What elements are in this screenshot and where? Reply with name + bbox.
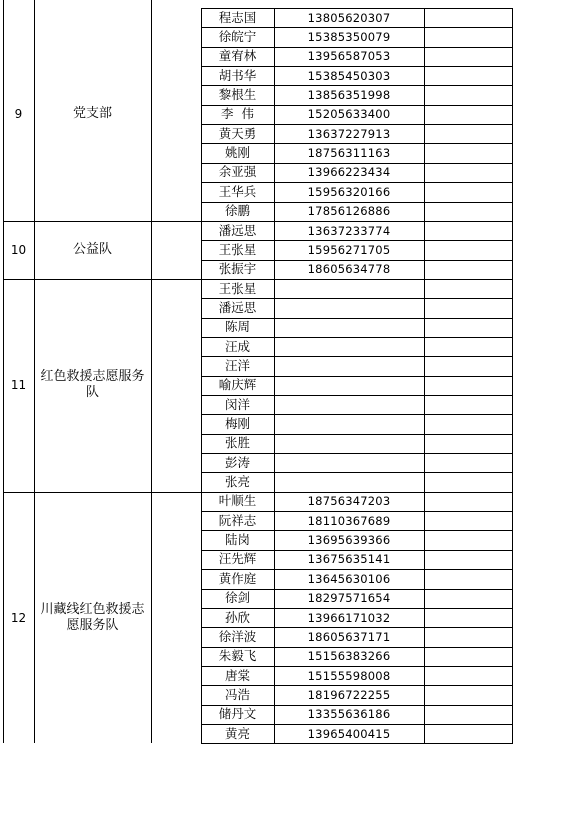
member-note (424, 337, 512, 356)
member-phone: 17856126886 (307, 204, 391, 219)
member-name: 余亚强 (218, 164, 257, 180)
member-name: 闵洋 (224, 396, 250, 412)
member-phone: 13637227913 (307, 126, 391, 141)
member-name: 梅刚 (224, 416, 250, 432)
member-note (424, 414, 512, 433)
member-name: 胡书华 (218, 67, 257, 83)
member-note (424, 105, 512, 124)
member-note (424, 376, 512, 395)
row-index: 12 (10, 610, 27, 625)
member-name: 张亮 (224, 474, 250, 490)
member-note (424, 705, 512, 724)
member-phone: 13966223434 (307, 165, 391, 180)
member-note (424, 240, 512, 259)
member-note (424, 434, 512, 453)
member-name: 冯浩 (224, 686, 250, 702)
member-phone (274, 472, 424, 491)
member-name: 徐洋波 (218, 628, 257, 644)
member-phone (274, 453, 424, 472)
member-name: 姚刚 (224, 145, 250, 161)
member-name: 储丹文 (218, 706, 257, 722)
grid-vline (34, 0, 35, 743)
member-name: 张振宇 (218, 261, 257, 277)
member-phone (274, 298, 424, 317)
member-phone: 13805620307 (307, 10, 391, 25)
member-note (424, 202, 512, 221)
row-index: 10 (10, 242, 27, 257)
member-phone (274, 395, 424, 414)
member-phone: 15156383266 (307, 649, 391, 664)
member-phone: 18196722255 (307, 687, 391, 702)
member-note (424, 627, 512, 646)
member-phone (274, 337, 424, 356)
member-phone: 18297571654 (307, 591, 391, 606)
team-name: 川藏线红色救援志愿服务队 (40, 601, 145, 633)
member-name: 喻庆辉 (218, 377, 257, 393)
member-note (424, 221, 512, 240)
member-name: 汪成 (224, 338, 250, 354)
member-note (424, 27, 512, 46)
member-note (424, 589, 512, 608)
member-name: 潘远思 (218, 222, 257, 238)
member-name: 童宥林 (218, 48, 257, 64)
member-phone: 15155598008 (307, 668, 391, 683)
member-note (424, 550, 512, 569)
member-phone: 18756311163 (307, 146, 391, 161)
member-name: 李 伟 (221, 106, 254, 122)
member-phone: 15956320166 (307, 184, 391, 199)
member-note (424, 279, 512, 298)
member-phone: 13355636186 (307, 707, 391, 722)
member-phone (274, 279, 424, 298)
member-note (424, 685, 512, 704)
member-name: 彭涛 (224, 454, 250, 470)
member-name: 陆岗 (224, 532, 250, 548)
member-note (424, 569, 512, 588)
member-name: 朱毅飞 (218, 648, 257, 664)
row-index: 9 (14, 107, 23, 122)
member-phone: 15385450303 (307, 68, 391, 83)
member-note (424, 511, 512, 530)
member-note (424, 66, 512, 85)
row-index: 11 (10, 378, 27, 393)
member-note (424, 472, 512, 491)
member-name: 孙欣 (224, 609, 250, 625)
member-phone (274, 414, 424, 433)
member-phone: 13645630106 (307, 571, 391, 586)
member-phone: 18110367689 (307, 513, 391, 528)
member-note (424, 260, 512, 279)
member-phone: 13966171032 (307, 610, 391, 625)
grid-vline (151, 0, 152, 743)
team-name: 红色救援志愿服务队 (40, 369, 145, 401)
member-name: 徐剑 (224, 590, 250, 606)
member-name: 徐鹏 (224, 203, 250, 219)
member-note (424, 318, 512, 337)
member-note (424, 47, 512, 66)
member-phone (274, 356, 424, 375)
member-name: 陈周 (224, 319, 250, 335)
member-note (424, 163, 512, 182)
member-name: 唐棠 (224, 667, 250, 683)
member-note (424, 724, 512, 743)
member-phone: 15956271705 (307, 242, 391, 257)
member-note (424, 85, 512, 104)
member-name: 王张星 (218, 241, 257, 257)
team-name: 党支部 (72, 106, 112, 122)
member-name: 阮祥志 (218, 512, 257, 528)
member-phone (274, 318, 424, 337)
row-divider (201, 743, 513, 744)
member-note (424, 647, 512, 666)
member-name: 黄作庭 (218, 570, 257, 586)
member-name: 潘远思 (218, 299, 257, 315)
member-name: 汪洋 (224, 357, 250, 373)
member-phone: 13965400415 (307, 726, 391, 741)
member-name: 张胜 (224, 435, 250, 451)
member-name: 王华兵 (218, 183, 257, 199)
member-note (424, 356, 512, 375)
member-phone: 18756347203 (307, 494, 391, 509)
member-name: 黎根生 (218, 87, 257, 103)
member-note (424, 182, 512, 201)
member-note (424, 666, 512, 685)
member-name: 王张星 (218, 280, 257, 296)
member-name: 叶顺生 (218, 493, 257, 509)
member-phone: 18605637171 (307, 629, 391, 644)
member-name: 黄亮 (224, 725, 250, 741)
member-phone: 13675635141 (307, 552, 391, 567)
member-name: 汪先辉 (218, 551, 257, 567)
member-phone: 18605634778 (307, 262, 391, 277)
member-name: 程志国 (218, 9, 257, 25)
member-note (424, 492, 512, 511)
member-phone (274, 434, 424, 453)
member-phone: 15205633400 (307, 107, 391, 122)
member-phone: 13956587053 (307, 49, 391, 64)
member-name: 徐皖宁 (218, 29, 257, 45)
member-phone: 15385350079 (307, 30, 391, 45)
member-note (424, 453, 512, 472)
member-name: 黄天勇 (218, 125, 257, 141)
member-note (424, 395, 512, 414)
member-note (424, 143, 512, 162)
member-note (424, 298, 512, 317)
member-phone: 13695639366 (307, 533, 391, 548)
member-note (424, 608, 512, 627)
member-note (424, 8, 512, 27)
member-phone (274, 376, 424, 395)
member-note (424, 124, 512, 143)
member-phone: 13856351998 (307, 88, 391, 103)
team-name: 公益队 (72, 241, 112, 257)
member-phone: 13637233774 (307, 223, 391, 238)
member-note (424, 530, 512, 549)
